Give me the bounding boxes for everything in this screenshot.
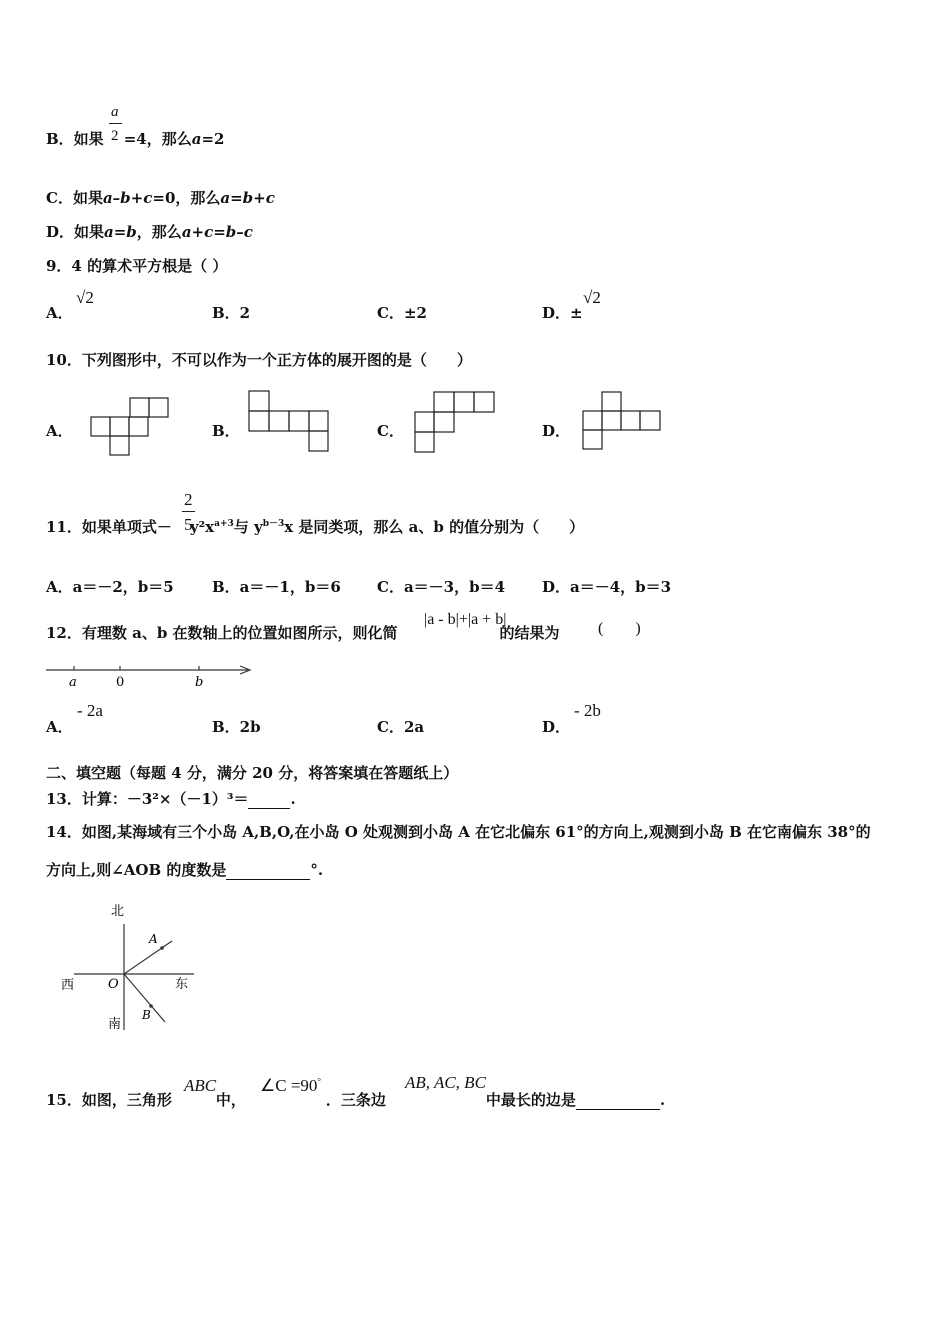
q12-option-a: A．	[46, 718, 73, 736]
q15-angle	[260, 1076, 321, 1096]
q15-triangle: ABC	[184, 1076, 217, 1095]
q12-option-b: B．2b	[212, 718, 261, 736]
q8-option-d	[46, 221, 253, 242]
q8b-rest: =4，那么	[123, 130, 192, 148]
q11-mid: 与 y	[233, 518, 263, 536]
compass-point-b: B	[142, 1008, 151, 1022]
q9-option-a-math: √2	[76, 288, 94, 307]
q10-option-a: A．	[46, 422, 73, 440]
q8b-label: B．如果	[46, 130, 104, 148]
q13-tail: .	[290, 790, 296, 808]
q8b-frac-bar	[109, 123, 122, 124]
q8d-expr: a=b	[104, 223, 137, 241]
q12-expr: |a - b|+|a + b|	[424, 611, 507, 628]
q9-option-b: B．2	[212, 304, 251, 322]
q8b-frac-den: 2	[111, 128, 119, 144]
q8b-var: a	[191, 130, 202, 148]
q12-option-d: D．	[542, 718, 571, 736]
q13-blank	[248, 794, 290, 809]
q14-line1: 14．如图,某海域有三个小岛 A,B,O,在小岛 O 处观测到小岛 A 在它北偏东 61°的方向上,观测到小岛 B 在它南偏东 38°的	[46, 823, 871, 841]
q9-option-a: A．	[46, 304, 73, 322]
q15-mid2: ．三条边	[325, 1091, 386, 1109]
q8d-rest: ，那么	[136, 223, 182, 241]
axis-label-zero: 0	[116, 675, 125, 690]
q8c-label: C．如果	[46, 189, 103, 207]
compass-west: 西	[61, 978, 75, 993]
q8c-concl: a=b+c	[220, 189, 275, 207]
q8-option-c	[46, 187, 275, 208]
q8b-val: =2	[201, 130, 225, 148]
q10-net-b	[246, 388, 332, 454]
q8-option-b	[46, 128, 224, 149]
q11-mono2-tail: x 是同类项，那么 a、b 的值分别为（ ）	[284, 518, 585, 536]
q9-option-d-math: √2	[583, 288, 601, 307]
q11-frac-bar	[182, 511, 195, 512]
q10-net-d	[580, 389, 666, 455]
q15	[46, 1089, 665, 1110]
q12-stem-post: 的结果为	[499, 624, 560, 642]
q9-stem: 9．4 的算术平方根是（ ）	[46, 257, 228, 275]
q15-tail: .	[659, 1091, 666, 1109]
q10-option-d: D．	[542, 422, 571, 440]
q15-angle-text: ∠C =90	[260, 1076, 318, 1095]
q14-line2	[46, 859, 323, 880]
q8d-concl: a+c=b–c	[181, 223, 253, 241]
q14-compass-diagram	[58, 898, 208, 1036]
q14-blank	[226, 865, 310, 880]
q12-option-a-math: - 2a	[77, 701, 103, 720]
q12-number-line	[44, 660, 258, 692]
q11-option-b: B．a＝－1，b＝6	[212, 578, 341, 596]
q14-tail: °.	[310, 861, 324, 879]
q10-net-a	[88, 396, 172, 460]
compass-north: 北	[111, 904, 125, 919]
q15-blank	[576, 1095, 660, 1110]
q11-option-a: A．a＝－2，b＝5	[46, 578, 174, 596]
q11-mono1-exp: a+3	[214, 519, 234, 529]
q11-mono1: y²x	[189, 518, 215, 536]
q11-stem	[46, 516, 584, 537]
q15-post: 中最长的边是	[485, 1091, 576, 1109]
q10-stem: 10．下列图形中，不可以作为一个正方体的展开图的是（ ）	[46, 351, 472, 369]
q8c-expr: a–b+c	[102, 189, 153, 207]
section-2-title: 二、填空题（每题 4 分，满分 20 分，将答案填在答题纸上）	[46, 764, 459, 782]
q15-sides: AB, AC, BC	[405, 1073, 486, 1092]
q11-option-c: C．a＝－3，b＝4	[377, 578, 506, 596]
compass-east: 东	[175, 977, 189, 992]
q13	[46, 788, 296, 809]
q8d-label: D．如果	[46, 223, 105, 241]
q10-option-c: C．	[377, 422, 404, 440]
q13-text: 13．计算：－3²×（－1）³＝	[46, 790, 249, 808]
compass-point-a: A	[149, 932, 158, 946]
q9-option-d: D．±	[542, 304, 583, 322]
q12-stem-pre: 12．有理数 a、b 在数轴上的位置如图所示，则化简	[46, 624, 398, 642]
q15-angle-sup: °	[317, 1076, 322, 1087]
compass-south: 南	[108, 1017, 122, 1032]
q14-line2-text: 方向上,则∠AOB 的度数是	[46, 861, 227, 879]
q11-stem-pre: 11．如果单项式－	[46, 518, 172, 536]
q15-mid: 中，	[215, 1091, 246, 1109]
q12-option-c: C．2a	[377, 718, 425, 736]
q11-frac-num: 2	[184, 490, 193, 509]
axis-label-b: b	[195, 675, 204, 690]
q11-frac-den: 5	[184, 515, 193, 534]
q15-pre: 15．如图，三角形	[46, 1091, 172, 1109]
q9-option-c: C．±2	[377, 304, 427, 322]
q12-option-d-math: - 2b	[574, 701, 601, 720]
q8b-frac-num: a	[111, 104, 119, 120]
q11-mono2-exp: b－3	[262, 519, 285, 529]
axis-label-a: a	[69, 675, 77, 690]
q12-paren: ( )	[598, 620, 641, 637]
q11-option-d: D．a＝－4，b＝3	[542, 578, 672, 596]
q10-option-b: B．	[212, 422, 240, 440]
compass-origin-o: O	[108, 977, 119, 992]
q8c-rest: =0，那么	[152, 189, 221, 207]
q10-net-c	[412, 389, 498, 455]
